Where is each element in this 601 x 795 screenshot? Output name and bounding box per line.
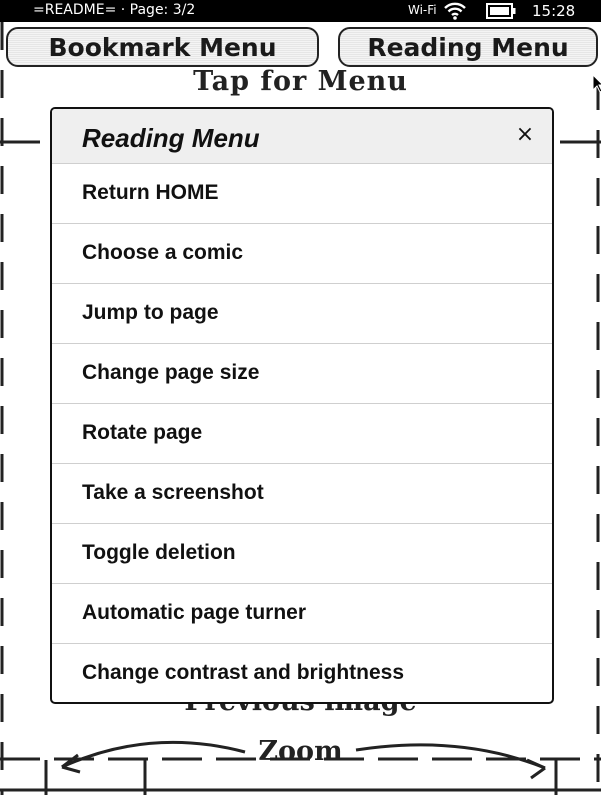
menu-item-label: Return HOME <box>82 181 219 204</box>
reading-menu-button[interactable] <box>338 27 598 67</box>
dialog-title: Reading Menu <box>82 123 260 153</box>
menu-item-rotate-page[interactable] <box>52 404 552 464</box>
tap-for-menu-hint: Tap for Menu <box>193 66 408 97</box>
menu-item-label: Jump to page <box>82 301 219 324</box>
menu-item-label: Change page size <box>82 361 260 384</box>
zoom-hint: Zoom <box>258 736 343 767</box>
menu-item-label: Automatic page turner <box>82 601 307 624</box>
reading-menu-dialog <box>50 107 554 704</box>
menu-item-label: Take a screenshot <box>82 481 264 504</box>
menu-item-label: Rotate page <box>82 421 203 444</box>
menu-item-choose-comic[interactable] <box>52 224 552 284</box>
menu-item-toggle-deletion[interactable] <box>52 524 552 584</box>
menu-item-take-screenshot[interactable] <box>52 464 552 524</box>
menu-item-change-page-size[interactable] <box>52 344 552 404</box>
battery-icon <box>486 3 516 23</box>
mouse-cursor-icon <box>592 74 601 94</box>
reading-menu-label: Reading Menu <box>367 32 569 62</box>
menu-item-label: Toggle deletion <box>82 541 236 564</box>
status-bar <box>0 0 601 22</box>
menu-item-automatic-page-turner[interactable] <box>52 584 552 644</box>
wifi-icon <box>443 0 467 24</box>
menu-item-label: Choose a comic <box>82 241 244 264</box>
menu-item-jump-to-page[interactable] <box>52 284 552 344</box>
dialog-header <box>52 109 552 164</box>
bookmark-menu-label: Bookmark Menu <box>48 32 277 62</box>
close-icon[interactable]: × <box>515 121 535 147</box>
menu-item-contrast-brightness[interactable] <box>52 644 552 703</box>
menu-item-return-home[interactable] <box>52 164 552 224</box>
clock: 15:28 <box>532 2 576 20</box>
wifi-label: Wi-Fi <box>408 3 437 17</box>
bookmark-menu-button[interactable] <box>6 27 319 67</box>
document-title: =README= · Page: 3/2 <box>33 2 196 18</box>
menu-item-label: Change contrast and brightness <box>82 661 405 684</box>
